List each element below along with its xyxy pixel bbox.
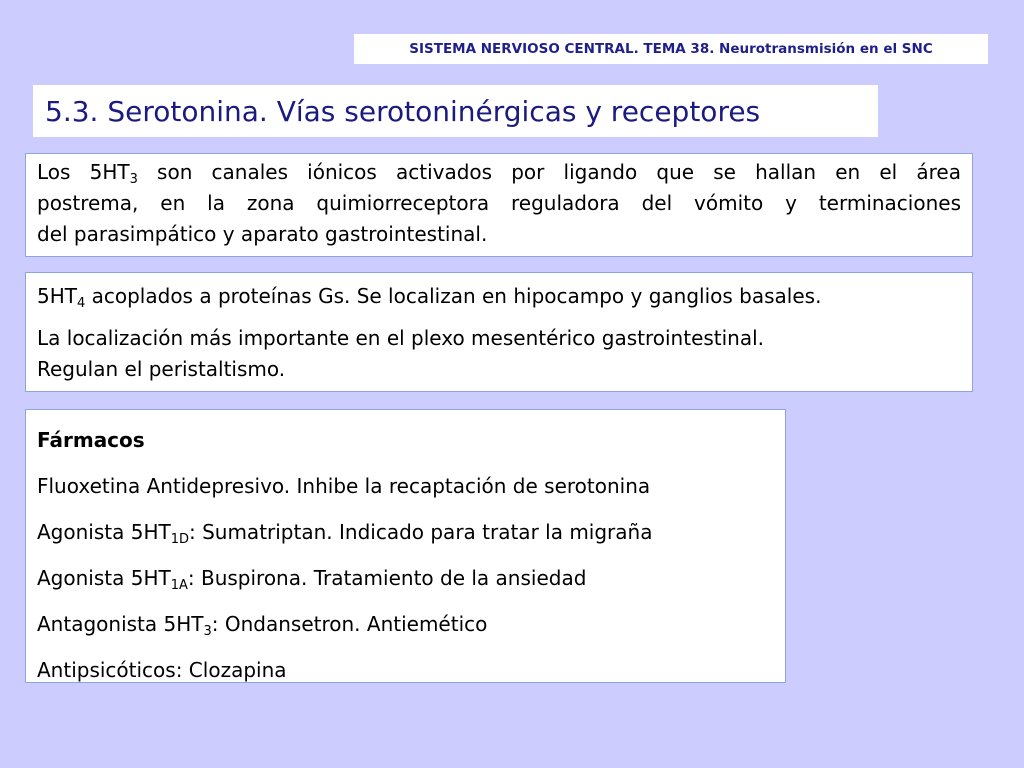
panel-5ht3-line-3: del parasimpático y aparato gastrointestinal. xyxy=(37,222,488,246)
farmacos-item-ondansetron-subscript: 3 xyxy=(203,624,212,639)
farmacos-item-buspirona-rest: : Buspirona. Tratamiento de la ansiedad xyxy=(187,566,587,590)
farmacos-item-ondansetron xyxy=(37,601,774,647)
farmacos-item-buspirona-subscript: 1A xyxy=(170,578,188,593)
header-text: SISTEMA NERVIOSO CENTRAL. TEMA 38. Neurotransmisión en el SNC xyxy=(409,41,933,57)
panel-5ht4-line-2: La localización más importante en el plexo mesentérico gastrointestinal. xyxy=(37,326,765,350)
farmacos-heading: Fármacos xyxy=(37,428,145,452)
panel-5ht4-prefix: 5HT xyxy=(37,284,77,308)
header-course-label xyxy=(354,34,988,64)
farmacos-item-fluoxetina: Fluoxetina Antidepresivo. Inhibe la recaptación de serotonina xyxy=(37,474,651,498)
farmacos-item-buspirona-prefix: Agonista 5HT xyxy=(37,566,171,590)
farmacos-item-sumatriptan-rest: : Sumatriptan. Indicado para tratar la migraña xyxy=(188,520,653,544)
panel-5ht3-prefix: Los 5HT xyxy=(37,160,130,184)
slide-title xyxy=(33,85,878,137)
panel-5ht4-line-3: Regulan el peristaltismo. xyxy=(37,357,286,381)
slide-title-text: 5.3. Serotonina. Vías serotoninérgicas y receptores xyxy=(45,94,761,128)
panel-5ht3 xyxy=(25,153,973,257)
panel-5ht3-line-1-rest: son canales iónicos activados por ligando que se hallan en el área xyxy=(137,160,961,184)
farmacos-item-buspirona xyxy=(37,555,774,601)
farmacos-item-sumatriptan-prefix: Agonista 5HT xyxy=(37,520,171,544)
panel-5ht3-line-2: postrema, en la zona quimiorreceptora reguladora del vómito y terminaciones xyxy=(37,191,961,215)
panel-5ht4-subscript: 4 xyxy=(76,296,86,311)
farmacos-item-sumatriptan xyxy=(37,509,774,555)
paragraph-gap xyxy=(37,312,961,323)
panel-5ht4-line-1-rest: acoplados a proteínas Gs. Se localizan en hipocampo y ganglios basales. xyxy=(85,284,822,308)
panel-5ht3-line-1 xyxy=(37,157,961,188)
panel-farmacos xyxy=(25,409,786,683)
farmacos-item-clozapina: Antipsicóticos: Clozapina xyxy=(37,658,287,682)
farmacos-item-ondansetron-prefix: Antagonista 5HT xyxy=(37,612,204,636)
farmacos-item-ondansetron-rest: : Ondansetron. Antiemético xyxy=(211,612,488,636)
panel-5ht4-line-1 xyxy=(37,281,961,312)
panel-5ht4 xyxy=(25,272,973,392)
panel-5ht3-subscript: 3 xyxy=(129,172,138,187)
farmacos-item-sumatriptan-subscript: 1D xyxy=(170,532,189,547)
